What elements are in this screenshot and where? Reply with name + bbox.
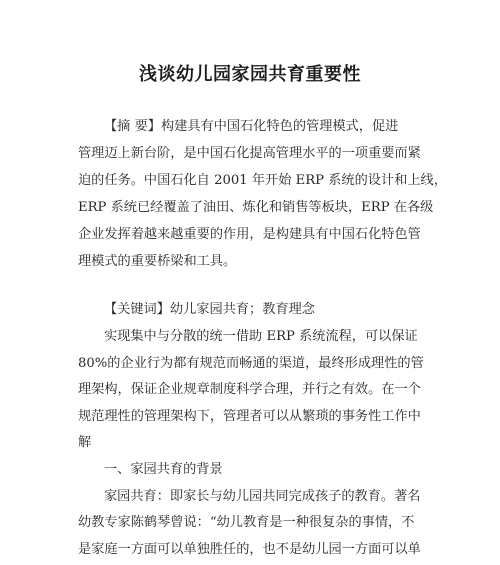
section-line: 幼教专家陈鹤琴曾说：“幼儿教育是一种很复杂的事情，不: [78, 515, 415, 530]
body-line: 理架构，保证企业规章制度科学合理，并行之有效。在一个: [78, 382, 421, 397]
section-line: 家园共育：即家长与幼儿园共同完成孩子的教育。著名: [104, 489, 421, 504]
section-line: 是家庭一方面可以单独胜任的，也不是幼儿园一方面可以单: [78, 542, 421, 557]
abstract-line: 理模式的重要桥梁和工具。: [78, 254, 237, 269]
body-line: 规范理性的管理架构下，管理者可以从繁琐的事务性工作中: [78, 409, 421, 424]
abstract-line: 企业发挥着越来越重要的作用，是构建具有中国石化特色管: [78, 227, 421, 242]
abstract-line: 管理迈上新台阶，是中国石化提高管理水平的一项重要而紧: [78, 146, 421, 161]
body-line: 解: [78, 435, 92, 450]
abstract-line: 【摘 要】构建具有中国石化特色的管理模式，促进: [104, 119, 399, 134]
section-heading: 一、家园共育的背景: [104, 462, 223, 477]
body-line: 80%的企业行为都有规范而畅通的渠道，最终形成理性的管: [78, 356, 424, 371]
abstract-line: 迫的任务。中国石化自 2001 年开始 ERP 系统的设计和上线，: [78, 173, 447, 188]
keywords-line: 【关键词】幼儿家园共育；教育理念: [104, 302, 315, 317]
document-title: 浅谈幼儿园家园共育重要性: [139, 64, 361, 85]
abstract-line: ERP 系统已经覆盖了油田、炼化和销售等板块，ERP 在各级: [78, 200, 434, 215]
body-line: 实现集中与分散的统一借助 ERP 系统流程，可以保证: [104, 329, 418, 344]
